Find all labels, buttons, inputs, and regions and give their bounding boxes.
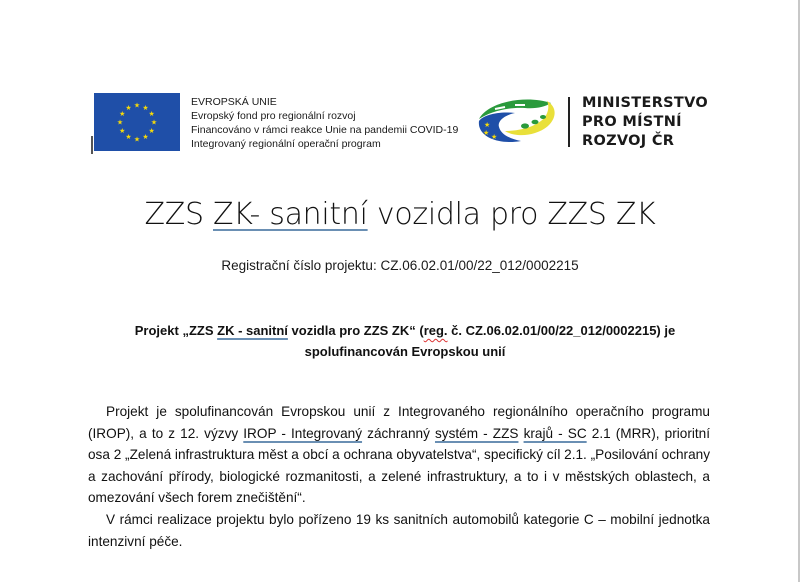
- ministry-line: ROZVOJ ČR: [582, 133, 675, 149]
- heading-text: č. CZ.06.02.01/00/22_012/0002215) je spolufinancován Evropskou unií: [304, 323, 676, 359]
- eu-star-icon: ★: [148, 127, 155, 135]
- heading-text-flagged: ZK - sanitní: [217, 323, 288, 338]
- title-part-flagged: ZK- sanitní: [213, 197, 368, 232]
- svg-text:★: ★: [491, 133, 498, 141]
- eu-star-icon: ★: [150, 118, 158, 127]
- eu-star-icon: ★: [119, 127, 126, 135]
- eu-star-icon: ★: [125, 103, 132, 112]
- ministry-line: MINISTERSTVO: [582, 95, 708, 111]
- title-part: vozidla pro ZZS ZK: [367, 197, 656, 232]
- para-text: záchranný: [362, 425, 435, 441]
- svg-text:★: ★: [484, 121, 491, 129]
- funding-heading: [100, 320, 710, 362]
- paragraph-vehicles: V rámci realizace projektu bylo pořízeno 19 ks sanitních automobilů kategorie C – mobilní jednotka intenzivní péče.: [88, 512, 710, 549]
- para-text-flagged: IROP - Integrovaný: [243, 425, 363, 441]
- para-text-flagged: systém - ZZS: [434, 425, 519, 441]
- title-part: ZZS: [144, 197, 213, 232]
- para-text-flagged: krajů - SC: [523, 425, 587, 441]
- ministry-logo-icon: [475, 93, 561, 149]
- eu-star-icon: ★: [119, 110, 126, 118]
- heading-text: Projekt „ZZS: [134, 323, 218, 338]
- para-text: Projekt je spolufinancován Evropskou unií z Integrovaného regionálního operačního programu (IROP), a to z 12. výzvy: [88, 404, 710, 441]
- document-title: [0, 197, 800, 232]
- eu-line: Integrovaný regionální operační program: [191, 138, 381, 150]
- eu-funding-text: [191, 95, 458, 151]
- eu-star-icon: ★: [142, 133, 149, 142]
- eu-line: Financováno v rámci reakce Unie na pandemii COVID-19: [191, 124, 459, 136]
- eu-line: Evropský fond pro regionální rozvoj: [191, 110, 356, 122]
- eu-flag-icon: [94, 93, 180, 151]
- heading-text-misspelled: reg.: [423, 323, 448, 338]
- eu-star-icon: ★: [142, 103, 149, 112]
- eu-line: EVROPSKÁ UNIE: [191, 96, 277, 108]
- text-cursor: [91, 136, 93, 154]
- eu-star-icon: ★: [148, 110, 155, 118]
- heading-text: vozidla pro ZZS ZK“ (: [287, 323, 424, 338]
- ministry-name: [582, 94, 708, 151]
- eu-star-icon: ★: [125, 133, 132, 142]
- registration-number: Registrační číslo projektu: CZ.06.02.01/00/22_012/0002215: [221, 258, 579, 273]
- eu-star-icon: ★: [116, 118, 124, 127]
- ministry-line: PRO MÍSTNÍ: [582, 114, 682, 130]
- eu-star-icon: ★: [133, 135, 141, 144]
- para-text: 2.1 (MRR), prioritní osa 2 „Zelená infrastruktura měst a obcí a ochrana obyvatelstva“, specifický cíl 2.1. „Posilování ochrany a zachování přírody, biologické rozmanitosti, a zelené infrastruktury, a to i v městských oblastech, a omezování všech forem znečištění“.: [88, 425, 710, 505]
- logo-bar: [91, 93, 711, 155]
- svg-text:★: ★: [483, 129, 490, 137]
- eu-star-icon: ★: [133, 101, 141, 110]
- logo-divider: [568, 97, 570, 147]
- paragraph-funding-details: [88, 401, 710, 509]
